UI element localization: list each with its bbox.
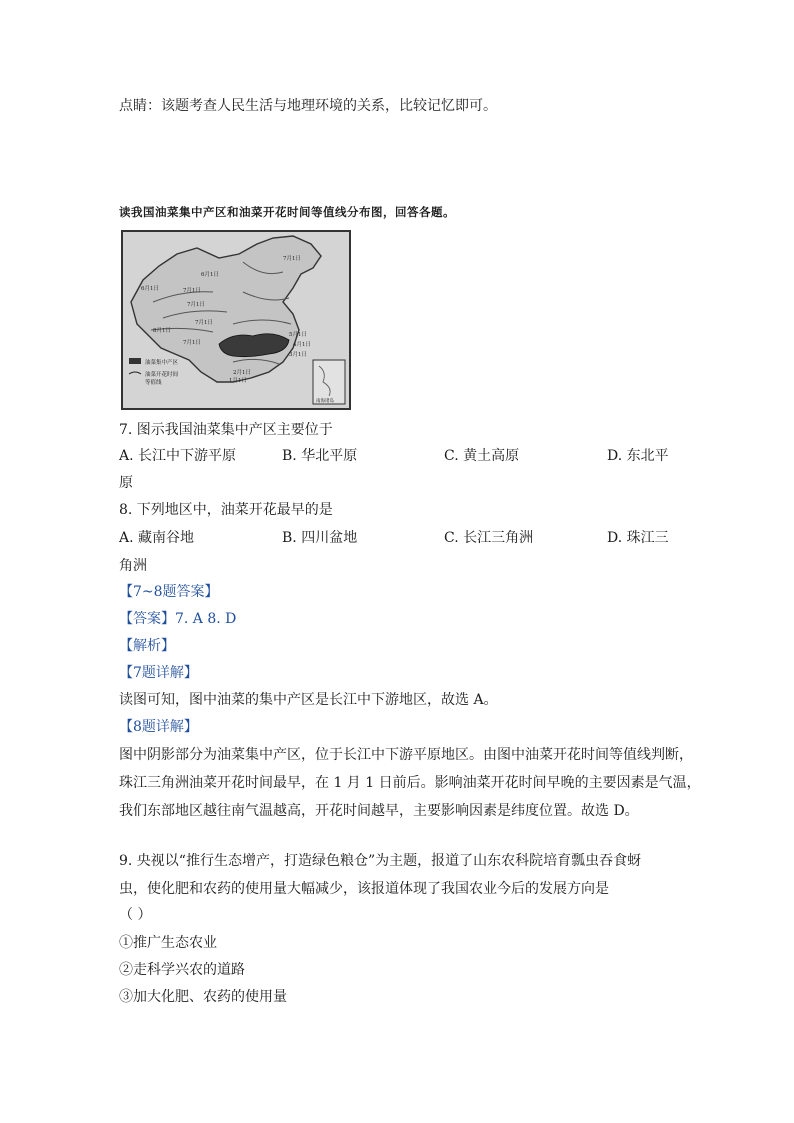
q7-option-d-cont: 原 [119,475,133,491]
q7-stem: 7. 图示我国油菜集中产区主要位于 [119,422,333,438]
legend-area-label: 油菜集中产区 [145,360,179,366]
q8-detail-line-1: 图中阴影部分为油菜集中产区，位于长江中下游平原地区。由图中油菜开花时间等值线判断， [119,747,693,763]
q8-option-d: D. 珠江三 [607,530,669,546]
isoline-label: 7月1日 [195,320,213,326]
q7-detail-header: 【7题详解】 [119,665,198,681]
q7-option-a: A. 长江中下游平原 [119,448,237,464]
isoline-label: 2月1日 [233,370,251,376]
q8-detail-line-2: 珠江三角洲油菜开花时间最早，在 1 月 1 日前后。影响油菜开花时间早晚的主要因素是气温， [119,775,701,791]
inset-label: 南海诸岛 [316,399,334,404]
analysis-header: 【解析】 [119,638,175,654]
q7-option-c: C. 黄土高原 [444,448,520,464]
answer-text [119,609,236,629]
isoline-label: 6月1日 [141,286,159,292]
isoline-label: 7月1日 [283,256,301,262]
isoline-label: 6月1日 [201,272,219,278]
q9-option-3: ③加大化肥、农药的使用量 [119,989,287,1005]
legend-line-label: 油菜开花时间 [145,372,179,378]
isoline-label: 7月1日 [183,340,201,346]
isoline-label: 5月1日 [289,332,307,338]
isoline-label: 4月1日 [293,342,311,348]
q8-stem: 8. 下列地区中，油菜开花最早的是 [119,502,333,518]
q8-option-d-cont: 角洲 [119,558,147,574]
answer-header: 【7~8题答案】 [119,584,219,600]
south-sea-inset [313,360,345,404]
q8-option-a: A. 藏南谷地 [119,530,195,546]
isoline-label: 1月1日 [229,378,247,384]
q9-stem-line-1: 9. 央视以“推行生态增产，打造绿色粮仓”为主题，报道了山东农科院培育瓢虫吞食蚜 [119,853,642,869]
isoline-label: 7月1日 [187,302,205,308]
rapeseed-map [121,230,351,410]
q7-option-b: B. 华北平原 [282,448,358,464]
q8-option-b: B. 四川盆地 [282,530,358,546]
q8-detail-header: 【8题详解】 [119,719,198,735]
isoline-label: 3月1日 [289,352,307,358]
legend-area-swatch [129,358,141,364]
isoline-label: 7月1日 [183,288,201,294]
q8-option-c: C. 长江三角洲 [444,530,534,546]
legend-line-label-2: 等值线 [145,380,162,386]
isoline-label: 8月1日 [153,328,171,334]
q9-option-1: ①推广生态农业 [119,935,217,951]
map-figure [123,232,349,408]
q7-options [119,446,679,466]
q7-option-d: D. 东北平 [607,448,669,464]
answer-line: 【答案】7. A 8. D [119,611,237,627]
q9-answer-blank: （ ） [119,907,152,923]
q9-stem-line-2: 虫，使化肥和农药的使用量大幅减少，该报道体现了我国农业今后的发展方向是 [119,881,609,897]
q7-detail-text: 读图可知，图中油菜的集中产区是长江中下游地区，故选 A。 [119,692,498,708]
q9-option-2: ②走科学兴农的道路 [119,962,245,978]
note-text: 点睛：该题考查人民生活与地理环境的关系，比较记忆即可。 [119,98,497,114]
q8-detail-line-3: 我们东部地区越往南气温越高，开花时间越早，主要影响因素是纬度位置。故选 D。 [119,803,639,819]
intro-text: 读我国油菜集中产区和油菜开花时间等值线分布图，回答各题。 [119,205,455,219]
q8-options [119,528,679,548]
